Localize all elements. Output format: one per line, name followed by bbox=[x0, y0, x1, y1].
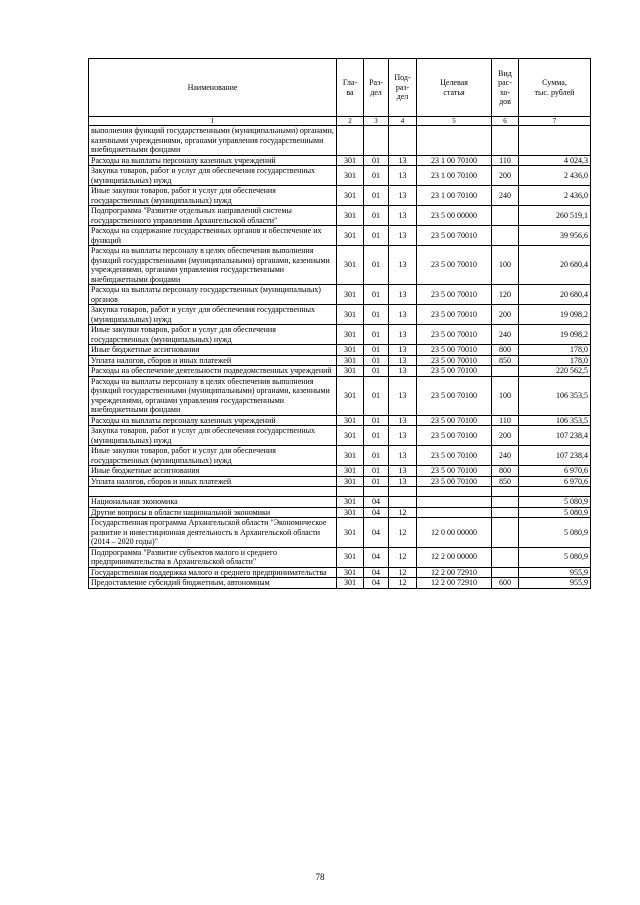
row-section: 01 bbox=[364, 355, 389, 366]
row-chapter: 301 bbox=[337, 518, 364, 548]
row-name: Иные бюджетные ассигнования bbox=[89, 345, 337, 356]
column-number: 5 bbox=[417, 117, 492, 126]
row-chapter: 301 bbox=[337, 376, 364, 415]
budget-table bbox=[88, 58, 591, 589]
row-subsection: 12 bbox=[389, 578, 417, 589]
row-section: 01 bbox=[364, 155, 389, 166]
row-name bbox=[89, 487, 337, 497]
row-chapter: 301 bbox=[337, 305, 364, 325]
row-section bbox=[364, 126, 389, 156]
table-row bbox=[89, 426, 591, 446]
table-row bbox=[89, 466, 591, 477]
row-subsection: 13 bbox=[389, 355, 417, 366]
row-expense-type: 800 bbox=[492, 466, 519, 477]
row-section: 01 bbox=[364, 305, 389, 325]
row-section: 01 bbox=[364, 466, 389, 477]
row-expense-type bbox=[492, 567, 519, 578]
header-expense-type bbox=[492, 59, 519, 117]
row-chapter: 301 bbox=[337, 366, 364, 377]
row-section: 01 bbox=[364, 325, 389, 345]
table-row bbox=[89, 578, 591, 589]
row-expense-type: 100 bbox=[492, 376, 519, 415]
row-subsection: 13 bbox=[389, 325, 417, 345]
header-amount-text: Сумма, тыс. рублей bbox=[534, 78, 575, 97]
row-name: Расходы на выплаты персоналу казенных учреждений bbox=[89, 155, 337, 166]
row-expense-type bbox=[492, 507, 519, 518]
row-amount: 5 080,9 bbox=[519, 518, 591, 548]
row-section: 01 bbox=[364, 226, 389, 246]
row-name: Предоставление субсидий бюджетным, автономным bbox=[89, 578, 337, 589]
table-body bbox=[89, 126, 591, 589]
column-number: 3 bbox=[364, 117, 389, 126]
row-target: 23 5 00 70100 bbox=[417, 366, 492, 377]
row-target bbox=[417, 497, 492, 508]
row-name: Иные закупки товаров, работ и услуг для обеспечения государственных (муниципальных) нужд bbox=[89, 446, 337, 466]
row-section bbox=[364, 487, 389, 497]
row-chapter: 301 bbox=[337, 206, 364, 226]
row-name: Подпрограмма "Развитие субъектов малого и среднего предпринимательства в Архангельской области" bbox=[89, 547, 337, 567]
header-amount bbox=[519, 59, 591, 117]
row-chapter: 301 bbox=[337, 345, 364, 356]
table-row bbox=[89, 487, 591, 497]
row-subsection bbox=[389, 487, 417, 497]
row-section: 01 bbox=[364, 446, 389, 466]
row-amount: 178,0 bbox=[519, 355, 591, 366]
row-subsection: 13 bbox=[389, 476, 417, 487]
row-amount: 106 353,5 bbox=[519, 415, 591, 426]
row-target: 12 0 00 00000 bbox=[417, 518, 492, 548]
row-expense-type: 800 bbox=[492, 345, 519, 356]
row-section: 04 bbox=[364, 578, 389, 589]
row-subsection bbox=[389, 126, 417, 156]
row-expense-type: 120 bbox=[492, 285, 519, 305]
row-amount: 260 519,1 bbox=[519, 206, 591, 226]
column-number: 1 bbox=[89, 117, 337, 126]
row-target: 23 5 00 70010 bbox=[417, 305, 492, 325]
row-chapter: 301 bbox=[337, 497, 364, 508]
row-section: 01 bbox=[364, 415, 389, 426]
row-amount: 955,9 bbox=[519, 567, 591, 578]
row-subsection: 12 bbox=[389, 547, 417, 567]
row-subsection: 13 bbox=[389, 206, 417, 226]
row-section: 04 bbox=[364, 518, 389, 548]
header-section-text: Раз- дел bbox=[369, 78, 383, 97]
row-subsection: 13 bbox=[389, 186, 417, 206]
row-chapter bbox=[337, 126, 364, 156]
row-section: 04 bbox=[364, 547, 389, 567]
row-amount: 6 970,6 bbox=[519, 466, 591, 477]
row-target: 12 2 00 72910 bbox=[417, 578, 492, 589]
row-section: 01 bbox=[364, 246, 389, 285]
row-expense-type: 240 bbox=[492, 325, 519, 345]
row-expense-type: 850 bbox=[492, 476, 519, 487]
row-target: 23 5 00 70100 bbox=[417, 376, 492, 415]
row-name: Другие вопросы в области национальной экономики bbox=[89, 507, 337, 518]
row-expense-type bbox=[492, 487, 519, 497]
row-chapter: 301 bbox=[337, 285, 364, 305]
row-amount: 955,9 bbox=[519, 578, 591, 589]
row-expense-type: 200 bbox=[492, 426, 519, 446]
table-row bbox=[89, 547, 591, 567]
row-expense-type bbox=[492, 497, 519, 508]
row-amount: 178,0 bbox=[519, 345, 591, 356]
row-chapter: 301 bbox=[337, 166, 364, 186]
row-target: 23 5 00 70100 bbox=[417, 476, 492, 487]
header-chapter-text: Гла- ва bbox=[342, 78, 358, 97]
row-name: Иные бюджетные ассигнования bbox=[89, 466, 337, 477]
row-name: выполнения функций государственными (муниципальными) органами, казенными учреждениями, органами управления государственными внебюджетными фондами bbox=[89, 126, 337, 156]
row-chapter: 301 bbox=[337, 578, 364, 589]
row-section: 01 bbox=[364, 345, 389, 356]
row-chapter: 301 bbox=[337, 446, 364, 466]
table-row bbox=[89, 226, 591, 246]
row-chapter: 301 bbox=[337, 567, 364, 578]
row-expense-type: 850 bbox=[492, 355, 519, 366]
header-name: Наименование bbox=[89, 59, 337, 117]
row-amount: 6 970,6 bbox=[519, 476, 591, 487]
row-subsection: 13 bbox=[389, 166, 417, 186]
table-row bbox=[89, 415, 591, 426]
header-target bbox=[417, 59, 492, 117]
row-target: 23 1 00 70100 bbox=[417, 166, 492, 186]
header-subsection bbox=[389, 59, 417, 117]
row-name: Государственная поддержка малого и среднего предпринимательства bbox=[89, 567, 337, 578]
row-subsection bbox=[389, 497, 417, 508]
row-name: Закупка товаров, работ и услуг для обеспечения государственных (муниципальных) нужд bbox=[89, 426, 337, 446]
table-row bbox=[89, 285, 591, 305]
row-amount bbox=[519, 487, 591, 497]
row-section: 01 bbox=[364, 366, 389, 377]
row-chapter: 301 bbox=[337, 325, 364, 345]
table-row bbox=[89, 376, 591, 415]
row-target: 23 5 00 70010 bbox=[417, 345, 492, 356]
header-target-text: Целевая статья bbox=[440, 78, 468, 97]
row-name: Государственная программа Архангельской области "Экономическое развитие и инвестиционная деятельность в Архангельской области (2014 – 2020 годы)" bbox=[89, 518, 337, 548]
row-amount: 39 956,6 bbox=[519, 226, 591, 246]
table-row bbox=[89, 345, 591, 356]
header-expense-type-text: Вид рас- хо- дов bbox=[498, 68, 512, 106]
table-row bbox=[89, 305, 591, 325]
row-section: 01 bbox=[364, 476, 389, 487]
row-chapter bbox=[337, 487, 364, 497]
row-section: 01 bbox=[364, 376, 389, 415]
row-amount: 106 353,5 bbox=[519, 376, 591, 415]
row-name: Расходы на выплаты персоналу в целях обеспечения выполнения функций государственными (муниципальными) органами, казенными учреждениями, органами управления государственными внебюджетными фондами bbox=[89, 246, 337, 285]
row-section: 04 bbox=[364, 507, 389, 518]
row-subsection: 13 bbox=[389, 246, 417, 285]
row-amount: 4 024,3 bbox=[519, 155, 591, 166]
row-name: Уплата налогов, сборов и иных платежей bbox=[89, 476, 337, 487]
row-target: 23 5 00 70100 bbox=[417, 466, 492, 477]
row-expense-type: 100 bbox=[492, 246, 519, 285]
row-name: Национальная экономика bbox=[89, 497, 337, 508]
header-subsection-text: Под- раз- дел bbox=[394, 73, 411, 102]
row-name: Расходы на содержание государственных органов и обеспечение их функций bbox=[89, 226, 337, 246]
row-chapter: 301 bbox=[337, 547, 364, 567]
column-number: 6 bbox=[492, 117, 519, 126]
row-target bbox=[417, 487, 492, 497]
row-target bbox=[417, 126, 492, 156]
row-target: 12 2 00 00000 bbox=[417, 547, 492, 567]
row-section: 01 bbox=[364, 166, 389, 186]
row-chapter: 301 bbox=[337, 415, 364, 426]
table-row bbox=[89, 366, 591, 377]
column-number: 2 bbox=[337, 117, 364, 126]
row-chapter: 301 bbox=[337, 226, 364, 246]
row-subsection: 13 bbox=[389, 446, 417, 466]
row-subsection: 13 bbox=[389, 226, 417, 246]
row-target: 23 5 00 70100 bbox=[417, 446, 492, 466]
row-chapter: 301 bbox=[337, 507, 364, 518]
table-row bbox=[89, 507, 591, 518]
row-expense-type bbox=[492, 226, 519, 246]
column-number: 7 bbox=[519, 117, 591, 126]
row-subsection: 13 bbox=[389, 305, 417, 325]
row-section: 01 bbox=[364, 206, 389, 226]
row-target: 23 5 00 70010 bbox=[417, 325, 492, 345]
page-number: 78 bbox=[315, 872, 325, 882]
row-subsection: 13 bbox=[389, 415, 417, 426]
row-name: Иные закупки товаров, работ и услуг для обеспечения государственных (муниципальных) нужд bbox=[89, 325, 337, 345]
row-expense-type bbox=[492, 366, 519, 377]
row-chapter: 301 bbox=[337, 466, 364, 477]
row-target: 23 5 00 70100 bbox=[417, 426, 492, 446]
row-amount: 107 238,4 bbox=[519, 446, 591, 466]
table-row bbox=[89, 325, 591, 345]
table-row bbox=[89, 166, 591, 186]
row-name: Закупка товаров, работ и услуг для обеспечения государственных (муниципальных) нужд bbox=[89, 166, 337, 186]
row-subsection: 13 bbox=[389, 285, 417, 305]
row-expense-type bbox=[492, 547, 519, 567]
row-name: Закупка товаров, работ и услуг для обеспечения государственных (муниципальных) нужд bbox=[89, 305, 337, 325]
table-row bbox=[89, 186, 591, 206]
row-subsection: 13 bbox=[389, 376, 417, 415]
header-chapter bbox=[337, 59, 364, 117]
table-row bbox=[89, 567, 591, 578]
row-target: 23 1 00 70100 bbox=[417, 186, 492, 206]
row-expense-type: 200 bbox=[492, 166, 519, 186]
row-target: 23 1 00 70100 bbox=[417, 155, 492, 166]
row-chapter: 301 bbox=[337, 355, 364, 366]
row-section: 01 bbox=[364, 426, 389, 446]
row-name: Расходы на выплаты персоналу в целях обеспечения выполнения функций государственными (муниципальными) органами, казенными учреждениями, органами управления государственными внебюджетными фондами bbox=[89, 376, 337, 415]
table-row bbox=[89, 497, 591, 508]
row-expense-type: 200 bbox=[492, 305, 519, 325]
row-amount bbox=[519, 126, 591, 156]
row-amount: 2 436,0 bbox=[519, 186, 591, 206]
row-target: 23 5 00 70010 bbox=[417, 226, 492, 246]
row-expense-type: 240 bbox=[492, 186, 519, 206]
row-target: 23 5 00 70010 bbox=[417, 246, 492, 285]
row-target: 23 5 00 70010 bbox=[417, 285, 492, 305]
header-section bbox=[364, 59, 389, 117]
row-name: Иные закупки товаров, работ и услуг для обеспечения государственных (муниципальных) нужд bbox=[89, 186, 337, 206]
table-row bbox=[89, 126, 591, 156]
table-row bbox=[89, 246, 591, 285]
row-amount: 2 436,0 bbox=[519, 166, 591, 186]
row-target: 12 2 00 72910 bbox=[417, 567, 492, 578]
row-expense-type: 110 bbox=[492, 415, 519, 426]
row-target: 23 5 00 00000 bbox=[417, 206, 492, 226]
row-chapter: 301 bbox=[337, 246, 364, 285]
row-name: Подпрограмма "Развитие отдельных направлений системы государственного управления Архангельской области" bbox=[89, 206, 337, 226]
row-chapter: 301 bbox=[337, 186, 364, 206]
row-expense-type: 110 bbox=[492, 155, 519, 166]
row-target: 23 5 00 70100 bbox=[417, 415, 492, 426]
row-target: 23 5 00 70010 bbox=[417, 355, 492, 366]
table-row bbox=[89, 155, 591, 166]
row-chapter: 301 bbox=[337, 476, 364, 487]
table-row bbox=[89, 206, 591, 226]
row-section: 04 bbox=[364, 567, 389, 578]
row-amount: 19 098,2 bbox=[519, 305, 591, 325]
row-amount: 107 238,4 bbox=[519, 426, 591, 446]
row-subsection: 13 bbox=[389, 426, 417, 446]
row-amount: 20 680,4 bbox=[519, 246, 591, 285]
row-subsection: 13 bbox=[389, 345, 417, 356]
row-subsection: 12 bbox=[389, 507, 417, 518]
column-number-row bbox=[89, 117, 591, 126]
row-subsection: 12 bbox=[389, 518, 417, 548]
row-section: 04 bbox=[364, 497, 389, 508]
row-section: 01 bbox=[364, 285, 389, 305]
table-row bbox=[89, 518, 591, 548]
row-subsection: 12 bbox=[389, 567, 417, 578]
row-expense-type bbox=[492, 206, 519, 226]
row-subsection: 13 bbox=[389, 366, 417, 377]
row-name: Уплата налогов, сборов и иных платежей bbox=[89, 355, 337, 366]
row-target bbox=[417, 507, 492, 518]
table-row bbox=[89, 446, 591, 466]
table-header-row bbox=[89, 59, 591, 117]
row-subsection: 13 bbox=[389, 466, 417, 477]
row-amount: 5 080,9 bbox=[519, 507, 591, 518]
row-amount: 19 098,2 bbox=[519, 325, 591, 345]
table-row bbox=[89, 476, 591, 487]
row-expense-type: 240 bbox=[492, 446, 519, 466]
row-chapter: 301 bbox=[337, 426, 364, 446]
table-row bbox=[89, 355, 591, 366]
row-amount: 220 562,5 bbox=[519, 366, 591, 377]
column-number: 4 bbox=[389, 117, 417, 126]
row-expense-type bbox=[492, 518, 519, 548]
row-amount: 5 080,9 bbox=[519, 547, 591, 567]
row-subsection: 13 bbox=[389, 155, 417, 166]
row-name: Расходы на обеспечение деятельности подведомственных учреждений bbox=[89, 366, 337, 377]
row-amount: 5 080,9 bbox=[519, 497, 591, 508]
row-amount: 20 680,4 bbox=[519, 285, 591, 305]
row-name: Расходы на выплаты персоналу казенных учреждений bbox=[89, 415, 337, 426]
row-expense-type bbox=[492, 126, 519, 156]
row-section: 01 bbox=[364, 186, 389, 206]
row-chapter: 301 bbox=[337, 155, 364, 166]
row-expense-type: 600 bbox=[492, 578, 519, 589]
row-name: Расходы на выплаты персоналу государственных (муниципальных) органов bbox=[89, 285, 337, 305]
